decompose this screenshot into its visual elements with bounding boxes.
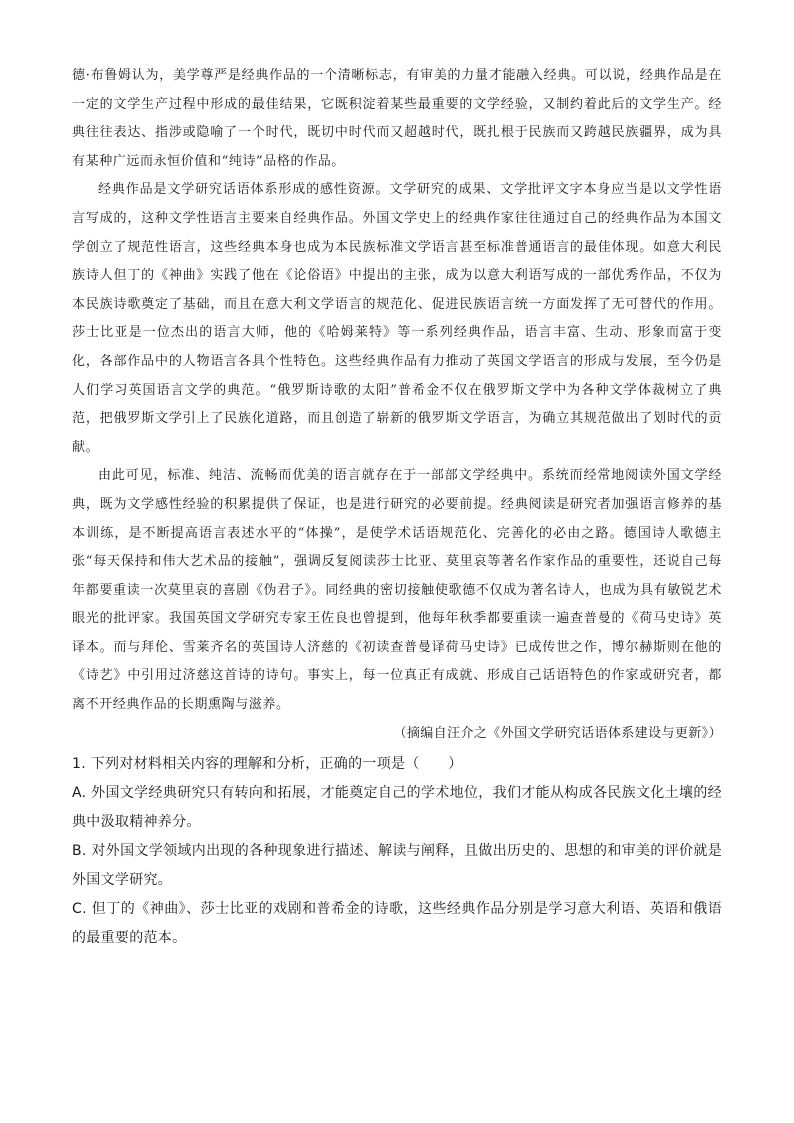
option-a: A. 外国文学经典研究只有转向和拓展，才能奠定自己的学术地位，我们才能从构成各民族文化土壤的经典中汲取精神养分。 bbox=[72, 785, 722, 831]
option-c: C. 但丁的《神曲》、莎士比亚的戏剧和普希金的诗歌，这些经典作品分别是学习意大利语、英语和俄语的最重要的范本。 bbox=[72, 901, 722, 947]
passage-paragraph-3: 由此可见，标准、纯洁、流畅而优美的语言就存在于一部部文学经典中。系统而经常地阅读外国文学经典，既为文学感性经验的积累提供了保证，也是进行研究的必要前提。经典阅读是研究者加强语言修养的基本训练，是不断提高语言表述水平的“体操”，是使学术话语规范化、完善化的必由之路。德国诗人歌德主张“每天保持和伟大艺术品的接触”，强调反复阅读莎士比亚、莫里哀等著名作家作品的重要性，还说自己每年都要重读一次莫里哀的喜剧《伪君子》。同经典的密切接触使歌德不仅成为著名诗人，也成为具有敏锐艺术眼光的批评家。我国英国文学研究专家王佐良也曾提到，他每年秋季都要重读一遍查普曼的《荷马史诗》英译本。而与拜伦、雪莱齐名的英国诗人济慈的《初读查普曼译荷马史诗》已成传世之作，博尔赫斯则在他的《诗艺》中引用过济慈这首诗的诗句。事实上，每一位真正有成就、形成自己话语特色的作家或研究者，都离不开经典作品的长期熏陶与滋养。 bbox=[72, 468, 722, 713]
question-stem: 1. 下列对材料相关内容的理解和分析，正确的一项是（ ） bbox=[72, 756, 463, 773]
passage-paragraph-1: 德·布鲁姆认为，美学尊严是经典作品的一个清晰标志，有审美的力量才能融入经典。可以说，经典作品是在一定的文学生产过程中形成的最佳结果，它既积淀着某些最重要的文学经验，又制约着此后的文学生产。经典往往表达、指涉或隐喻了一个时代，既切中时代而又超越时代，既扎根于民族而又跨越民族疆界，成为具有某种广远而永恒价值和“纯诗”品格的作品。 bbox=[72, 68, 722, 169]
source-citation: （摘编自汪介之《外国文学研究话语体系建设与更新》） bbox=[393, 725, 722, 741]
passage-paragraph-2: 经典作品是文学研究话语体系形成的感性资源。文学研究的成果、文学批评文字本身应当是以文学性语言写成的，这种文学性语言主要来自经典作品。外国文学史上的经典作家往往通过自己的经典作品为本国文学创立了规范性语言，这些经典本身也成为本民族标准文学语言甚至标准普通语言的最佳体现。如意大利民族诗人但丁的《神曲》实践了他在《论俗语》中提出的主张，成为以意大利语写成的一部优秀作品，不仅为本民族诗歌奠定了基础，而且在意大利文学语言的规范化、促进民族语言统一方面发挥了无可替代的作用。莎士比亚是一位杰出的语言大师，他的《哈姆莱特》等一系列经典作品，语言丰富、生动、形象而富于变化，各部作品中的人物语言各具个性特色。这些经典作品有力推动了英国文学语言的形成与发展，至今仍是人们学习英国语言文学的典范。“俄罗斯诗歌的太阳”普希金不仅在俄罗斯文学中为各种文学体裁树立了典范，把俄罗斯文学引上了民族化道路，而且创造了崭新的俄罗斯文学语言，为确立其规范做出了划时代的贡献。 bbox=[72, 182, 722, 455]
document-page bbox=[72, 62, 722, 953]
option-b: B. 对外国文学领域内出现的各种现象进行描述、解读与阐释，且做出历史的、思想的和审美的评价就是外国文学研究。 bbox=[72, 843, 722, 889]
reading-passage bbox=[72, 62, 722, 720]
question-1 bbox=[72, 750, 722, 953]
